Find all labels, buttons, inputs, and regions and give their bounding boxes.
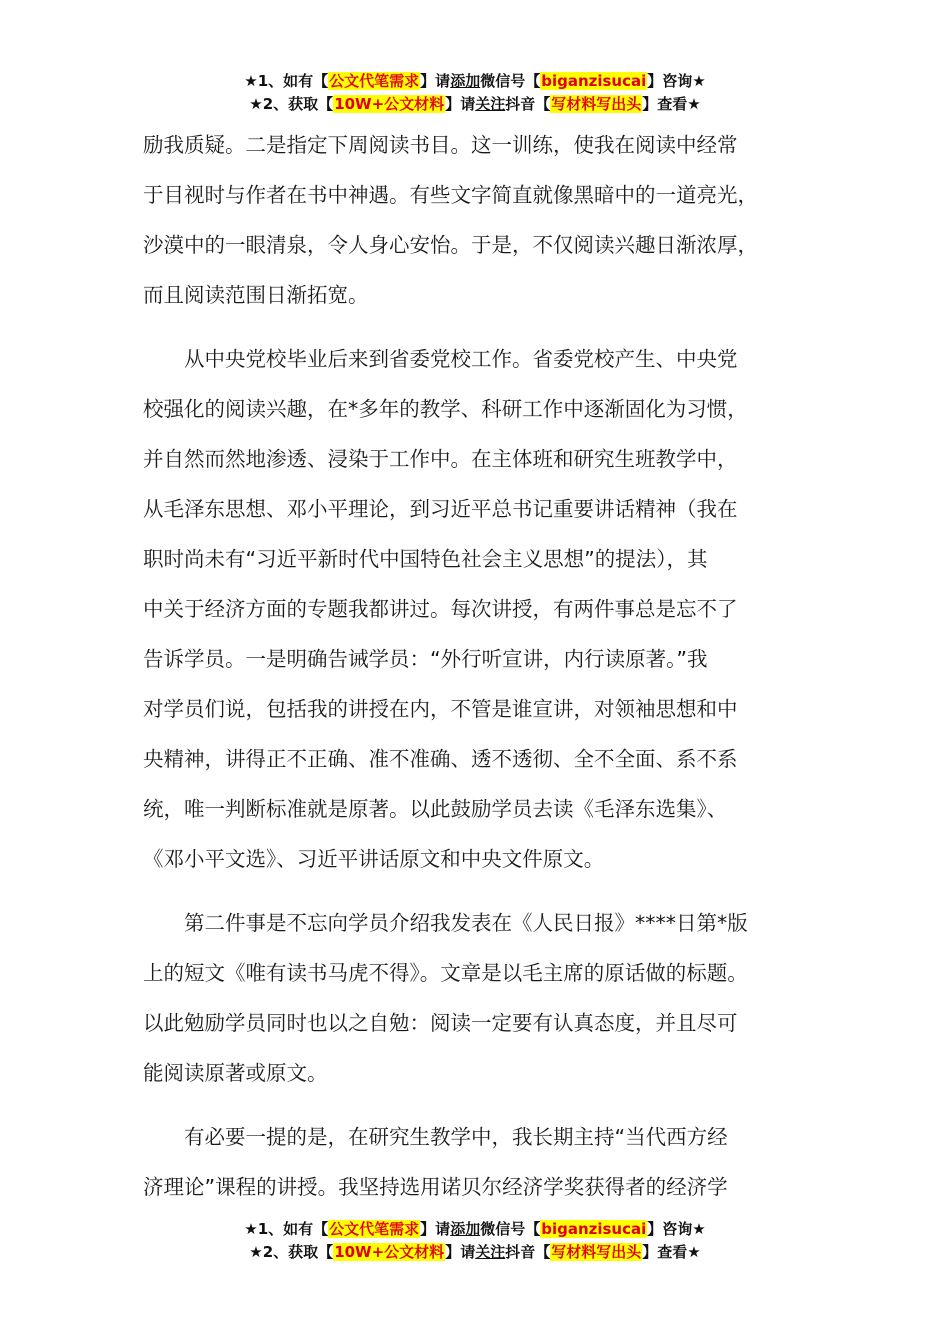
banner-text: ★1、如有【 [244,1220,329,1238]
banner-highlight: 10W+公文材料 [334,95,445,113]
text-line: 以此勉励学员同时也以之自勉：阅读一定要有认真态度，并且尽可 [143,1011,738,1035]
text-line: 励我质疑。二是指定下周阅读书目。这一训练，使我在阅读中经常 [143,133,738,157]
text-line: 有必要一提的是，在研究生教学中，我长期主持“当代西方经 [143,1125,728,1149]
banner-highlight: 写材料写出头 [551,1243,642,1261]
paragraph [143,898,828,1098]
text-line: 校强化的阅读兴趣，在*多年的教学、科研工作中逐渐固化为习惯， [143,397,748,421]
banner-underlined: 添加 [450,72,481,90]
banner-text: 】请 [445,1243,476,1261]
banner-highlight: 公文代笔需求 [329,1220,420,1238]
header-banner [0,70,950,116]
banner-underlined: 关注 [475,1243,506,1261]
footer-banner [0,1218,950,1264]
text-line: 并自然而然地渗透、浸染于工作中。在主体班和研究生班教学中， [143,447,738,471]
banner-line-2 [0,1241,950,1264]
text-line: 职时尚未有“习近平新时代中国特色社会主义思想”的提法），其 [143,547,708,571]
banner-highlight: biganzisucai [541,1220,647,1238]
text-line: 能阅读原著或原文。 [143,1061,328,1085]
text-line: 《邓小平文选》、习近平讲话原文和中央文件原文。 [143,847,605,871]
paragraph-spacer [143,1098,828,1112]
text-line: 第二件事是不忘向学员介绍我发表在《人民日报》****日第*版 [143,911,748,935]
banner-line-2 [0,93,950,116]
text-line: 对学员们说，包括我的讲授在内，不管是谁宣讲，对领袖思想和中 [143,697,738,721]
banner-text: 】请 [420,72,451,90]
banner-text: ★1、如有【 [244,72,329,90]
banner-line-1 [0,70,950,93]
banner-highlight: 10W+公文材料 [334,1243,445,1261]
banner-text: ★2、获取【 [249,1243,334,1261]
text-line: 统，唯一判断标准就是原著。以此鼓励学员去读《毛泽东选集》、 [143,797,728,821]
banner-text: 微信号【 [480,1220,541,1238]
document-body [143,120,828,1212]
banner-text: 抖音【 [505,95,551,113]
text-line: 央精神，讲得正不正确、准不准确、透不透彻、全不全面、系不系 [143,747,738,771]
text-line: 从中央党校毕业后来到省委党校工作。省委党校产生、中央党 [143,347,738,371]
banner-text: 】咨询★ [647,72,706,90]
banner-text: 】请 [420,1220,451,1238]
banner-highlight: biganzisucai [541,72,647,90]
banner-text: 】查看★ [642,1243,701,1261]
paragraph-spacer [143,884,828,898]
paragraph [143,334,828,884]
banner-text: 】查看★ [642,95,701,113]
paragraph [143,120,828,320]
text-line: 告诉学员。一是明确告诫学员：“外行听宣讲，内行读原著。”我 [143,647,708,671]
text-line: 而且阅读范围日渐拓宽。 [143,283,369,307]
banner-text: 抖音【 [505,1243,551,1261]
banner-text: ★2、获取【 [249,95,334,113]
banner-highlight: 公文代笔需求 [329,72,420,90]
paragraph [143,1112,828,1212]
text-line: 中关于经济方面的专题我都讲过。每次讲授，有两件事总是忘不了 [143,597,738,621]
banner-text: 】咨询★ [647,1220,706,1238]
text-line: 于目视时与作者在书中神遇。有些文字简直就像黑暗中的一道亮光， [143,183,758,207]
text-line: 沙漠中的一眼清泉，令人身心安怡。于是，不仅阅读兴趣日渐浓厚， [143,233,758,257]
banner-underlined: 添加 [450,1220,481,1238]
text-line: 从毛泽东思想、邓小平理论，到习近平总书记重要讲话精神（我在 [143,497,738,521]
banner-highlight: 写材料写出头 [551,95,642,113]
text-line: 上的短文《唯有读书马虎不得》。文章是以毛主席的原话做的标题。 [143,961,748,985]
banner-line-1 [0,1218,950,1241]
banner-underlined: 关注 [475,95,506,113]
banner-text: 】请 [445,95,476,113]
paragraph-spacer [143,320,828,334]
text-line: 济理论”课程的讲授。我坚持选用诺贝尔经济学奖获得者的经济学 [143,1175,728,1199]
banner-text: 微信号【 [480,72,541,90]
